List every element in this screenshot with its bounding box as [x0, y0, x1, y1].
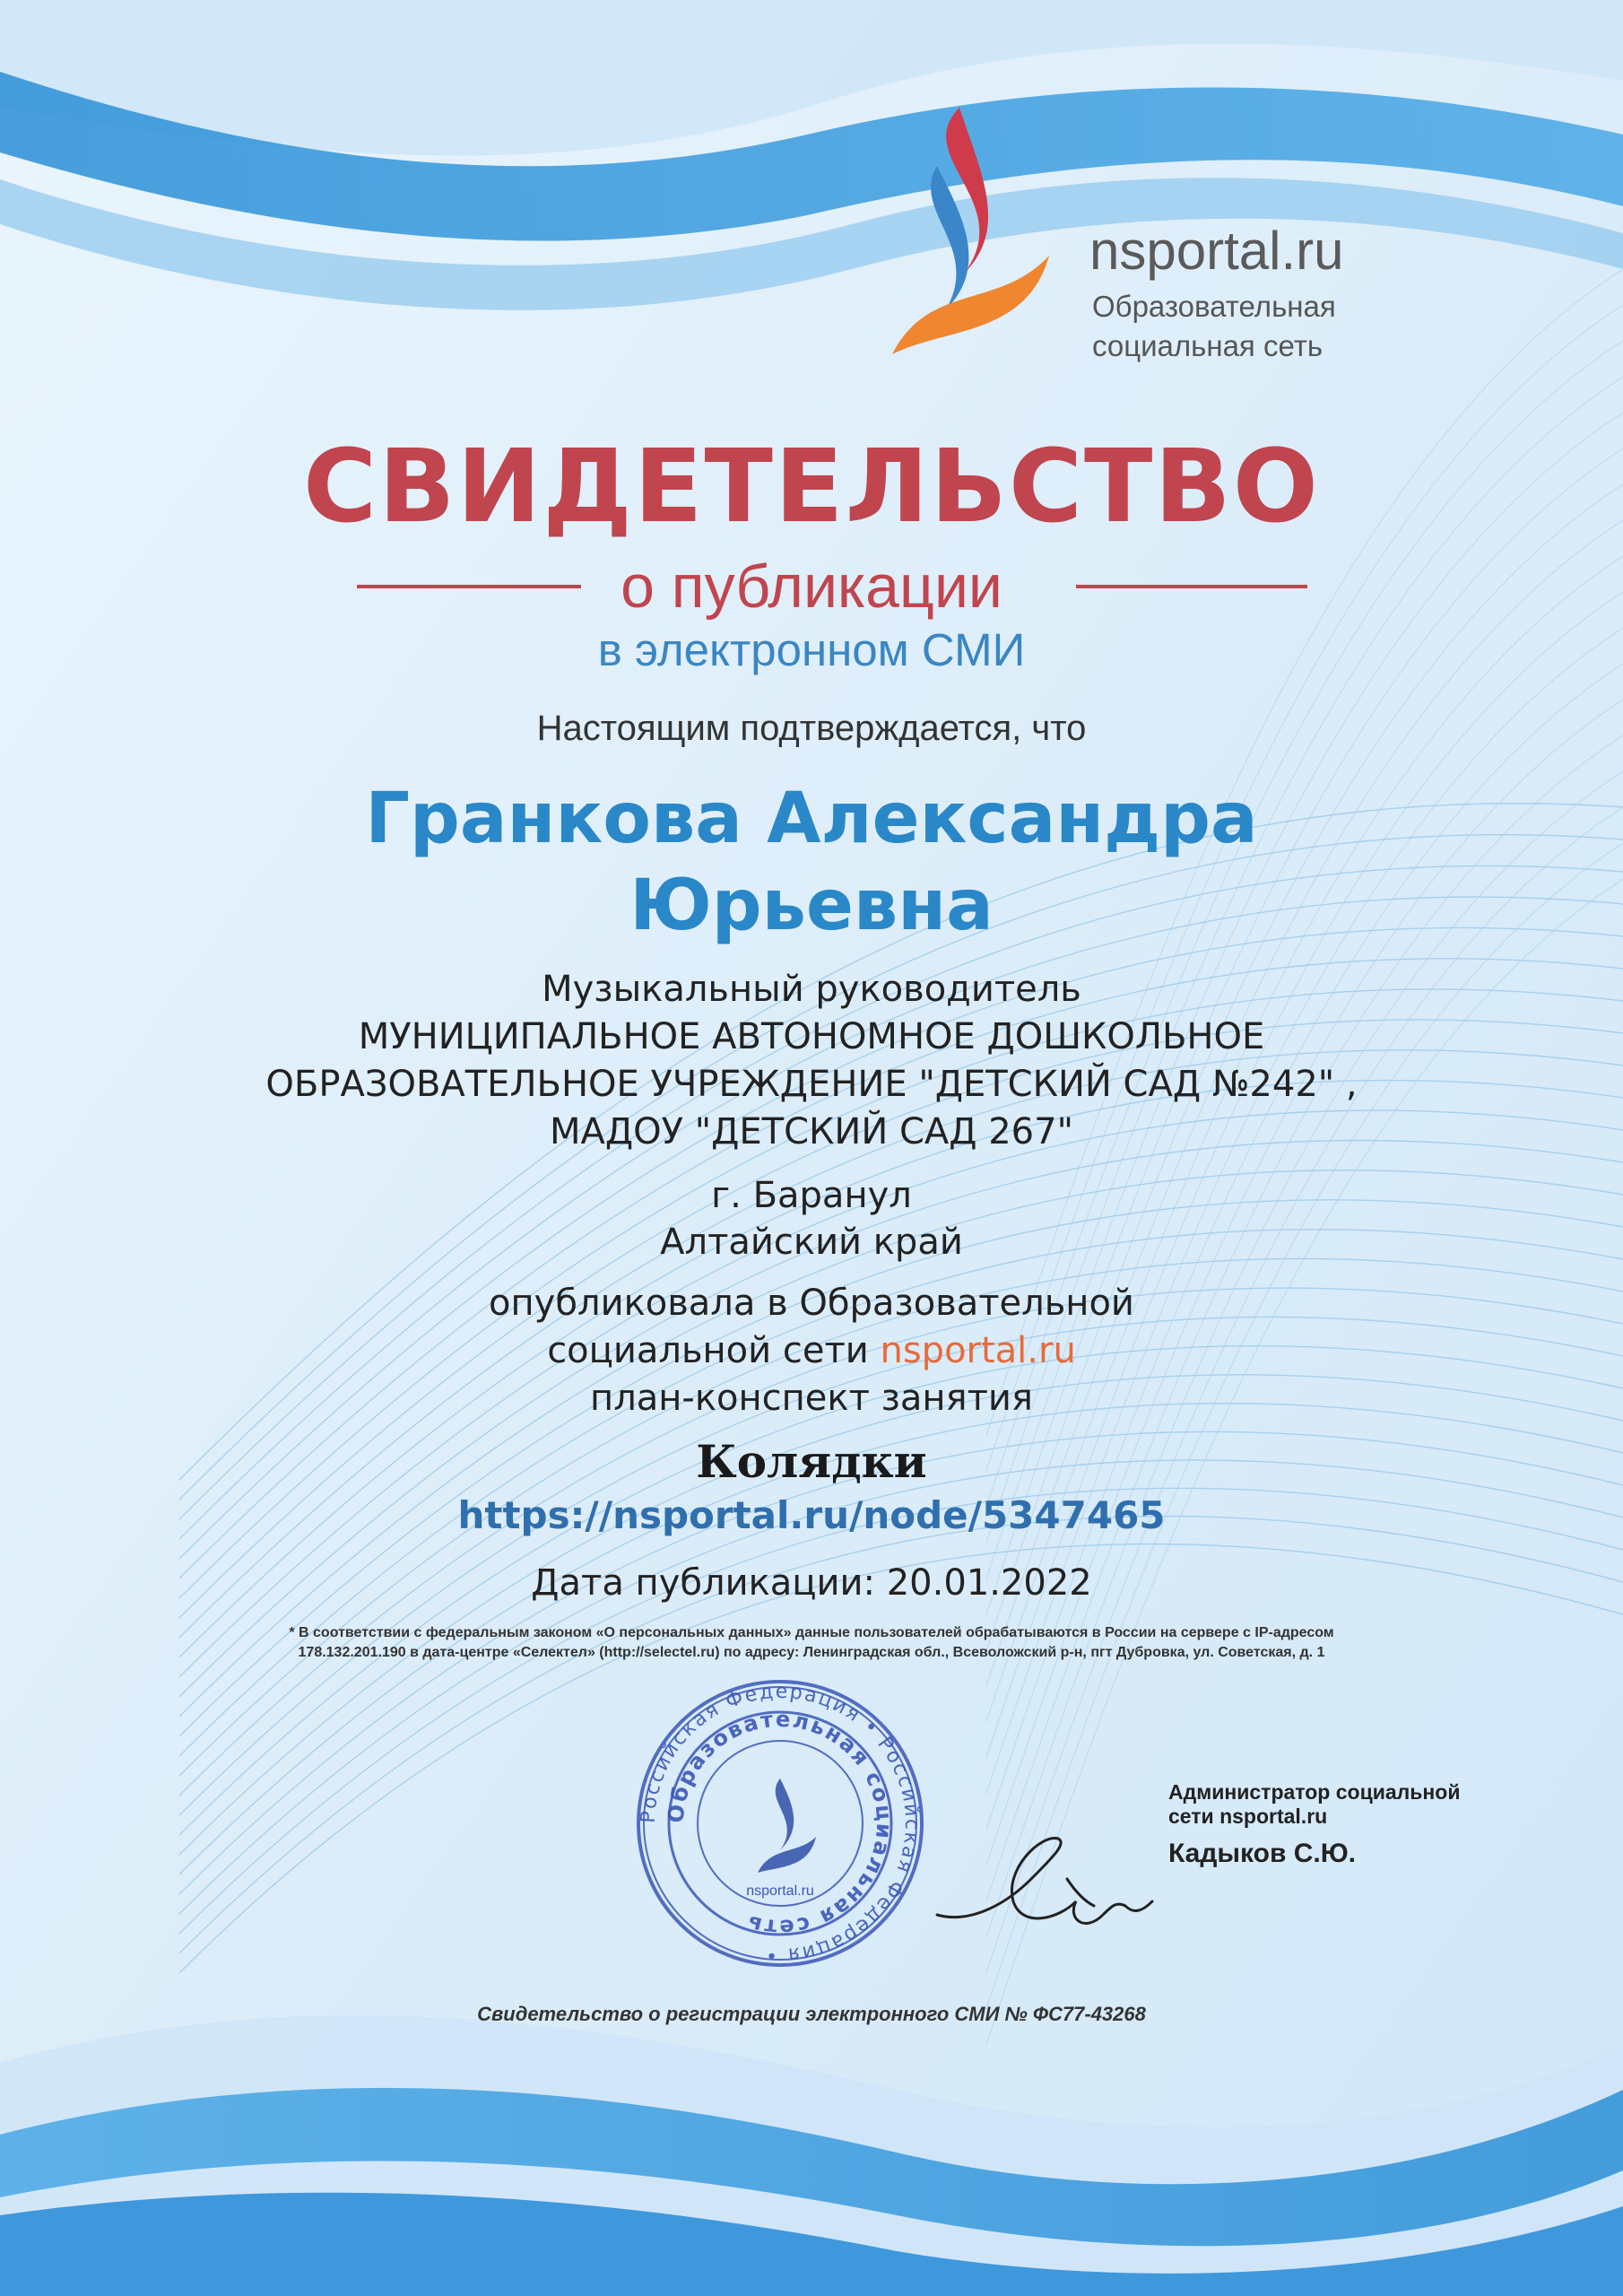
- recipient-org-line1: МУНИЦИПАЛЬНОЕ АВТОНОМНОЕ ДОШКОЛЬНОЕ: [358, 1016, 1265, 1057]
- publication-line2-prefix: социальной сети: [547, 1330, 869, 1371]
- certificate-subtitle2: в электронном СМИ: [597, 624, 1026, 675]
- publication-line1: опубликовала в Образовательной: [489, 1283, 1134, 1324]
- footnote-line2: 178.132.201.190 в дата-центре «Селектел» (http://selectel.ru) по адресу: Ленинградская обл., Всеволожский р-н, пгт Дубровка, ул. Советская, д. 1: [298, 1645, 1325, 1660]
- stamp-inner-text: Образовательная социальная сеть: [663, 1706, 898, 1941]
- certificate-subtitle: о публикации: [621, 552, 1002, 621]
- stamp-outer-text: Российская Федерация • Российская Федерация •: [637, 1680, 924, 1967]
- confirm-text: Настоящим подтверждается, что: [536, 709, 1087, 748]
- admin-title-line2: сети nsportal.ru: [1168, 1805, 1328, 1828]
- publication-date-label: Дата публикации:: [531, 1562, 875, 1604]
- brand-tagline: [1092, 287, 1336, 366]
- publication-date-value: 20.01.2022: [886, 1562, 1092, 1604]
- brand-tagline-line1: Образовательная: [1092, 290, 1336, 323]
- registration-text: Свидетельство о регистрации электронного СМИ № ФС77-43268: [477, 2003, 1146, 2025]
- certificate-title: СВИДЕТЕЛЬСТВО: [302, 429, 1321, 545]
- nsportal-flame-logo-icon: [874, 103, 1054, 363]
- admin-name: Кадыков С.Ю.: [1168, 1839, 1357, 1868]
- work-title: Колядки: [696, 1435, 927, 1488]
- recipient-name-line1: Гранкова Александра: [365, 778, 1258, 859]
- publication-type: план-конспект занятия: [590, 1378, 1033, 1419]
- brand-name: nsportal.ru: [1089, 221, 1344, 281]
- footnote-line1: * В соответствии с федеральным законом «О персональных данных» данные пользователей обрабатываются в России на сервере с IP-адресом: [289, 1625, 1334, 1640]
- recipient-org-line2: ОБРАЗОВАТЕЛЬНОЕ УЧРЕЖДЕНИЕ "ДЕТСКИЙ САД №242" ,: [265, 1064, 1358, 1105]
- recipient-org-line3: МАДОУ "ДЕТСКИЙ САД 267": [550, 1111, 1073, 1152]
- stamp-flame-icon: [758, 1779, 816, 1873]
- publication-line2: [0, 1330, 1623, 1371]
- handwritten-signature: [933, 1816, 1157, 1951]
- official-stamp: [632, 1675, 928, 1971]
- nsportal-link[interactable]: nsportal.ru: [880, 1330, 1076, 1371]
- publication-url-link[interactable]: https://nsportal.ru/node/5347465: [457, 1493, 1166, 1537]
- brand-tagline-line2: социальная сеть: [1092, 329, 1324, 362]
- recipient-region: Алтайский край: [660, 1222, 963, 1263]
- recipient-city: г. Баранул: [711, 1175, 912, 1216]
- recipient-name-line2: Юрьевна: [629, 865, 994, 946]
- recipient-position: Музыкальный руководитель: [542, 969, 1081, 1010]
- admin-title-line1: Администратор социальной: [1168, 1780, 1461, 1804]
- stamp-center-text: nsportal.ru: [746, 1883, 814, 1899]
- publication-date: [0, 1562, 1623, 1604]
